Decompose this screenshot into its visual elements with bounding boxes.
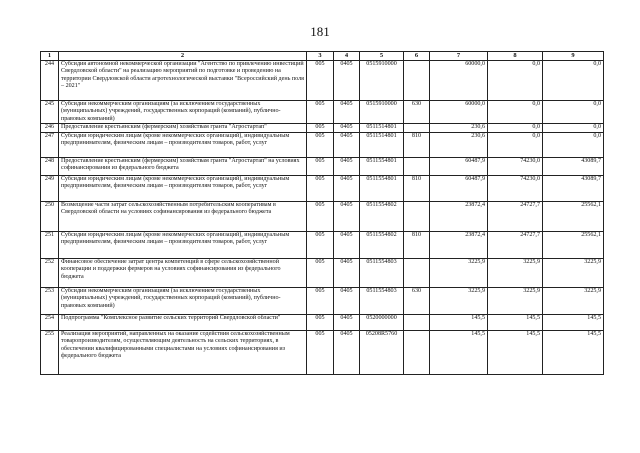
row-description: Предоставление крестьянским (фермерским) хозяйствам гранта "Агростартап" на условиях софинансирования из федерального бюджета <box>59 158 307 176</box>
cell-code-5: 0520000000 <box>360 315 404 331</box>
table-row <box>41 202 604 232</box>
cell-code-4: 0405 <box>334 158 360 176</box>
cell-code-4: 0405 <box>334 259 360 288</box>
cell-value-7: 230,6 <box>430 124 488 133</box>
row-number: 249 <box>41 176 59 202</box>
cell-value-7: 230,6 <box>430 133 488 158</box>
cell-value-9: 25562,1 <box>543 232 604 259</box>
cell-value-8: 145,5 <box>488 331 543 375</box>
cell-code-3: 005 <box>307 133 334 158</box>
cell-code-6: 810 <box>404 232 430 259</box>
cell-code-3: 005 <box>307 259 334 288</box>
row-description: Предоставление крестьянским (фермерским) хозяйствам гранта "Агростартап" <box>59 124 307 133</box>
cell-code-6: 630 <box>404 288 430 315</box>
row-description: Возмещение части затрат сельскохозяйственным потребительским кооперативам в Свердловской области на условиях софинансирования из федерального бюджета <box>59 202 307 232</box>
row-number: 255 <box>41 331 59 375</box>
table-row <box>41 315 604 331</box>
cell-code-3: 005 <box>307 315 334 331</box>
cell-code-6 <box>404 259 430 288</box>
table-row <box>41 176 604 202</box>
cell-value-7: 3225,9 <box>430 288 488 315</box>
row-number: 245 <box>41 101 59 124</box>
cell-code-3: 005 <box>307 288 334 315</box>
row-description: Субсидии некоммерческим организациям (за исключением государственных (муниципальных) учреждений, государственных корпораций (компаний), публично-правовых компаний) <box>59 288 307 315</box>
cell-value-7: 60487,9 <box>430 158 488 176</box>
cell-value-9: 0,0 <box>543 133 604 158</box>
cell-value-7: 60000,0 <box>430 61 488 101</box>
cell-value-7: 23872,4 <box>430 202 488 232</box>
row-number: 251 <box>41 232 59 259</box>
cell-value-7: 23872,4 <box>430 232 488 259</box>
cell-code-3: 005 <box>307 331 334 375</box>
column-header-3: 3 <box>307 52 334 61</box>
row-number: 252 <box>41 259 59 288</box>
row-description: Реализация мероприятий, направленных на оказание содействия сельскохозяйственным товаропроизводителям, осуществляющим деятельность на сельских территориях, в обеспечении квалифицированными специалистами на условиях софинансирования из федерального бюджета <box>59 331 307 375</box>
cell-value-8: 24727,7 <box>488 202 543 232</box>
column-header-6: 6 <box>404 52 430 61</box>
column-header-4: 4 <box>334 52 360 61</box>
cell-value-9: 3225,9 <box>543 259 604 288</box>
row-description: Подпрограмма "Комплексное развитие сельских территорий Свердловской области" <box>59 315 307 331</box>
row-description: Субсидии юридическим лицам (кроме некоммерческих организаций), индивидуальным предпринимателям, физическим лицам – производителям товаров, работ, услуг <box>59 232 307 259</box>
cell-code-4: 0405 <box>334 232 360 259</box>
cell-code-4: 0405 <box>334 133 360 158</box>
cell-value-8: 0,0 <box>488 133 543 158</box>
cell-code-5: 0515910000 <box>360 61 404 101</box>
cell-code-3: 005 <box>307 124 334 133</box>
row-description: Субсидии юридическим лицам (кроме некоммерческих организаций), индивидуальным предпринимателям, физическим лицам – производителям товаров, работ, услуг <box>59 133 307 158</box>
table-row <box>41 101 604 124</box>
budget-table <box>40 51 604 375</box>
cell-code-5: 0515910000 <box>360 101 404 124</box>
table-row <box>41 133 604 158</box>
cell-value-9: 145,5 <box>543 315 604 331</box>
table-row <box>41 288 604 315</box>
cell-code-4: 0405 <box>334 124 360 133</box>
cell-code-5: 0511554803 <box>360 288 404 315</box>
cell-value-9: 0,0 <box>543 61 604 101</box>
column-header-row <box>41 52 604 61</box>
cell-code-6: 810 <box>404 133 430 158</box>
cell-value-7: 3225,9 <box>430 259 488 288</box>
cell-code-3: 005 <box>307 232 334 259</box>
row-number: 253 <box>41 288 59 315</box>
row-number: 244 <box>41 61 59 101</box>
cell-code-5: 0511554802 <box>360 202 404 232</box>
cell-code-6: 630 <box>404 101 430 124</box>
cell-code-3: 005 <box>307 61 334 101</box>
cell-value-8: 0,0 <box>488 124 543 133</box>
cell-value-8: 74230,0 <box>488 176 543 202</box>
cell-code-4: 0405 <box>334 202 360 232</box>
cell-code-3: 005 <box>307 176 334 202</box>
cell-code-4: 0405 <box>334 315 360 331</box>
row-number: 248 <box>41 158 59 176</box>
cell-value-7: 60000,0 <box>430 101 488 124</box>
cell-value-8: 145,5 <box>488 315 543 331</box>
cell-code-5: 0511514801 <box>360 133 404 158</box>
cell-code-6 <box>404 61 430 101</box>
cell-value-8: 0,0 <box>488 101 543 124</box>
cell-code-4: 0405 <box>334 101 360 124</box>
cell-value-8: 74230,0 <box>488 158 543 176</box>
column-header-5: 5 <box>360 52 404 61</box>
cell-code-5: 0511554801 <box>360 158 404 176</box>
table-row <box>41 259 604 288</box>
row-description: Субсидии некоммерческим организациям (за исключением государственных (муниципальных) учреждений, государственных корпораций (компаний), публично-правовых компаний) <box>59 101 307 124</box>
cell-code-6 <box>404 158 430 176</box>
cell-code-4: 0405 <box>334 61 360 101</box>
cell-code-4: 0405 <box>334 288 360 315</box>
cell-value-9: 3225,9 <box>543 288 604 315</box>
cell-code-5: 0511514801 <box>360 124 404 133</box>
column-header-7: 7 <box>430 52 488 61</box>
column-header-1: 1 <box>41 52 59 61</box>
column-header-2: 2 <box>59 52 307 61</box>
cell-value-9: 0,0 <box>543 101 604 124</box>
cell-code-5: 0511554801 <box>360 176 404 202</box>
row-number: 246 <box>41 124 59 133</box>
cell-code-3: 005 <box>307 202 334 232</box>
cell-value-8: 3225,9 <box>488 288 543 315</box>
row-number: 254 <box>41 315 59 331</box>
page-number: 181 <box>310 24 330 39</box>
cell-code-6: 810 <box>404 176 430 202</box>
cell-code-5: 0511554802 <box>360 232 404 259</box>
cell-code-4: 0405 <box>334 331 360 375</box>
cell-value-7: 145,5 <box>430 315 488 331</box>
cell-value-9: 25562,1 <box>543 202 604 232</box>
cell-value-7: 145,5 <box>430 331 488 375</box>
cell-value-8: 24727,7 <box>488 232 543 259</box>
cell-code-4: 0405 <box>334 176 360 202</box>
column-header-8: 8 <box>488 52 543 61</box>
cell-value-9: 0,0 <box>543 124 604 133</box>
cell-value-8: 0,0 <box>488 61 543 101</box>
cell-value-9: 43089,7 <box>543 158 604 176</box>
row-number: 250 <box>41 202 59 232</box>
table-body <box>41 61 604 375</box>
row-description: Субсидия автономной некоммерческой организации "Агентство по привлечению инвестиций Свердловской области" на реализацию мероприятий по подготовке и проведению на территории Свердловской области агротехнологической выставки "Всероссийский день поля – 2021" <box>59 61 307 101</box>
cell-code-3: 005 <box>307 158 334 176</box>
row-description: Финансовое обеспечение затрат центра компетенций в сфере сельскохозяйственной кооперации и поддержки фермеров на условиях софинансирования из федерального бюджета <box>59 259 307 288</box>
cell-code-6 <box>404 202 430 232</box>
column-header-9: 9 <box>543 52 604 61</box>
cell-value-8: 3225,9 <box>488 259 543 288</box>
table-row <box>41 232 604 259</box>
table-row <box>41 61 604 101</box>
cell-code-6 <box>404 124 430 133</box>
cell-code-5: 05208R5760 <box>360 331 404 375</box>
cell-value-9: 145,5 <box>543 331 604 375</box>
table-row <box>41 158 604 176</box>
cell-value-7: 60487,9 <box>430 176 488 202</box>
table-row <box>41 124 604 133</box>
cell-code-5: 0511554803 <box>360 259 404 288</box>
row-description: Субсидии юридическим лицам (кроме некоммерческих организаций), индивидуальным предпринимателям, физическим лицам – производителям товаров, работ, услуг <box>59 176 307 202</box>
cell-code-6 <box>404 315 430 331</box>
cell-code-6 <box>404 331 430 375</box>
table-row <box>41 331 604 375</box>
row-number: 247 <box>41 133 59 158</box>
cell-value-9: 43089,7 <box>543 176 604 202</box>
cell-code-3: 005 <box>307 101 334 124</box>
